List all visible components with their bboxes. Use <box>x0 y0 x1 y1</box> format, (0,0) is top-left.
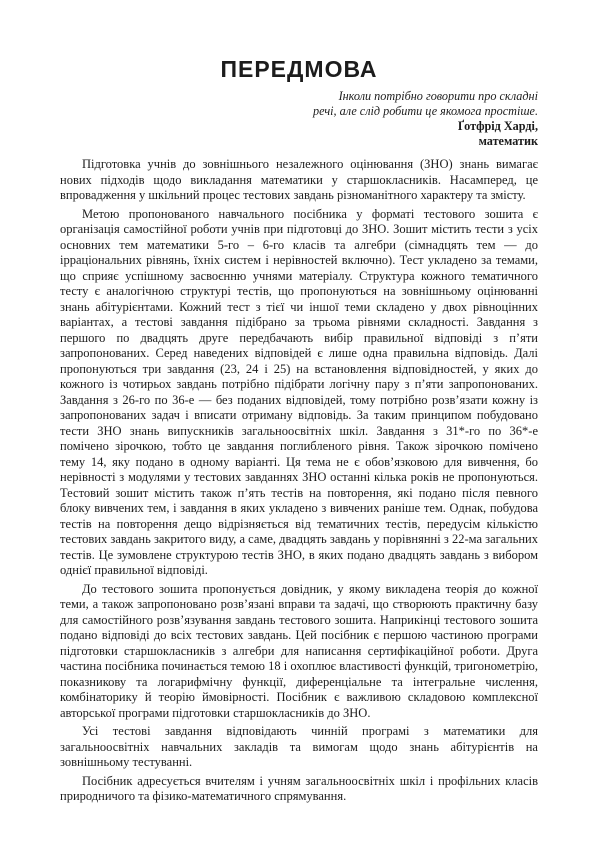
paragraph-3: До тестового зошита пропонується довідник, у якому викладена теорія до кожної теми, а також запропоновано розв’язані вправи та задачі, що створюють практичну базу для самостійного розв’язування завдань тестового зошита. Наприкінці тестового зошита подано відповіді до всіх тестових завдань. Цей посібник є першою частиною програми підготовки старшокласників з алгебри для написання сертифікаційної роботи. Друга частина посібника починається темою 18 і охоплює властивості функцій, тригонометрію, показникову та логарифмічну функції, диференціальне та інтегральне числення, комбінаторику й теорію ймовірності. Посібник є важливою складовою комплексної авторської програми підготовки старшокласників до ЗНО. <box>60 581 538 720</box>
epigraph-author-role: математик <box>478 134 538 148</box>
paragraph-4: Усі тестові завдання відповідають чинній програмі з математики для загальноосвітніх навчальних закладів та вимогам щодо знань абітурієнтів на зовнішньому тестуванні. <box>60 724 538 769</box>
paragraph-1: Підготовка учнів до зовнішнього незалежного оцінювання (ЗНО) знань вимагає нових підходів щодо викладання математики у старшокласників. Насамперед, це впровадження у шкільний процес тестових завдань різноманітного характеру та змісту. <box>60 157 538 202</box>
epigraph <box>60 89 538 149</box>
page-title: ПЕРЕДМОВА <box>220 56 378 82</box>
preface-body <box>60 157 538 805</box>
paragraph-2: Метою пропонованого навчального посібника у форматі тестового зошита є організація самостійної роботи учнів при підготовці до ЗНО. Зошит містить тести з усіх основних тем математики 5-го – 6-го класів та алгебри (сімнадцять тем — до ірраціональних рівнянь, їхніх систем і нерівностей включно). Тест укладено за темами, що сприяє успішному засвоєнню учнями матеріалу. Структура кожного тематичного тесту є аналогічною структурі тестів, що пропонуються на зовнішньому оцінюванні знань абітурієнтами. Кожний тест з тієї чи іншої теми складено у двох рівноцінних варіантах, а тестові завдання підібрано за трьома рівнями складності. Завдання з першого по двадцять друге передбачають вибір правильної відповіді з п’яти запропонованих. Серед наведених відповідей є лише одна правильна відповідь. Далі пропонуються три завдання (23, 24 і 25) на встановлення відповідностей, у яких до кожного із чотирьох завдань потрібно підібрати логічну пару з п’яти запропонованих. Завдання з 26-го по 36-е — без поданих відповідей, тому потрібно розв’язати кожну із запропонованих задач і вписати отриману відповідь. За таким принципом побудовано тести ЗНО знань випускників загальноосвітніх шкіл. Завдання з 31*-го по 36*-е помічено зірочкою, тобто це завдання поглибленого рівня. Також зірочкою помічено тему 14, яку подано в одному варіанті. Ця тема не є обов’язковою для вивчення, бо нерівності з модулями у тестових завданнях ЗНО останні кілька років не пропонуються. Тестовий зошит містить також п’ять тестів на повторення, які подано після певного блоку вивчених тем, і завдання в яких укладено з вивчених раніше тем. Однак, побудова тестів на повторення дещо відрізняється від тематичних тестів, передусім кількістю тестових завдань закритого виду, а саме, двадцять завдань у порівнянні з 22-ма загальних тестів. Це зумовлене структурою тестів ЗНО, в яких подано двадцять завдань з вибором однієї правильної відповіді. <box>60 206 538 577</box>
paragraph-5: Посібник адресується вчителям і учням загальноосвітніх шкіл і профільних класів природничого та фізико-математичного спрямування. <box>60 773 538 803</box>
document-page <box>60 56 538 808</box>
epigraph-author: Ґотфрід Харді, <box>457 119 538 133</box>
epigraph-quote-line-1: Інколи потрібно говорити про складні <box>338 89 538 103</box>
epigraph-quote-line-2: речі, але слід робити це якомога простіше. <box>312 104 538 118</box>
